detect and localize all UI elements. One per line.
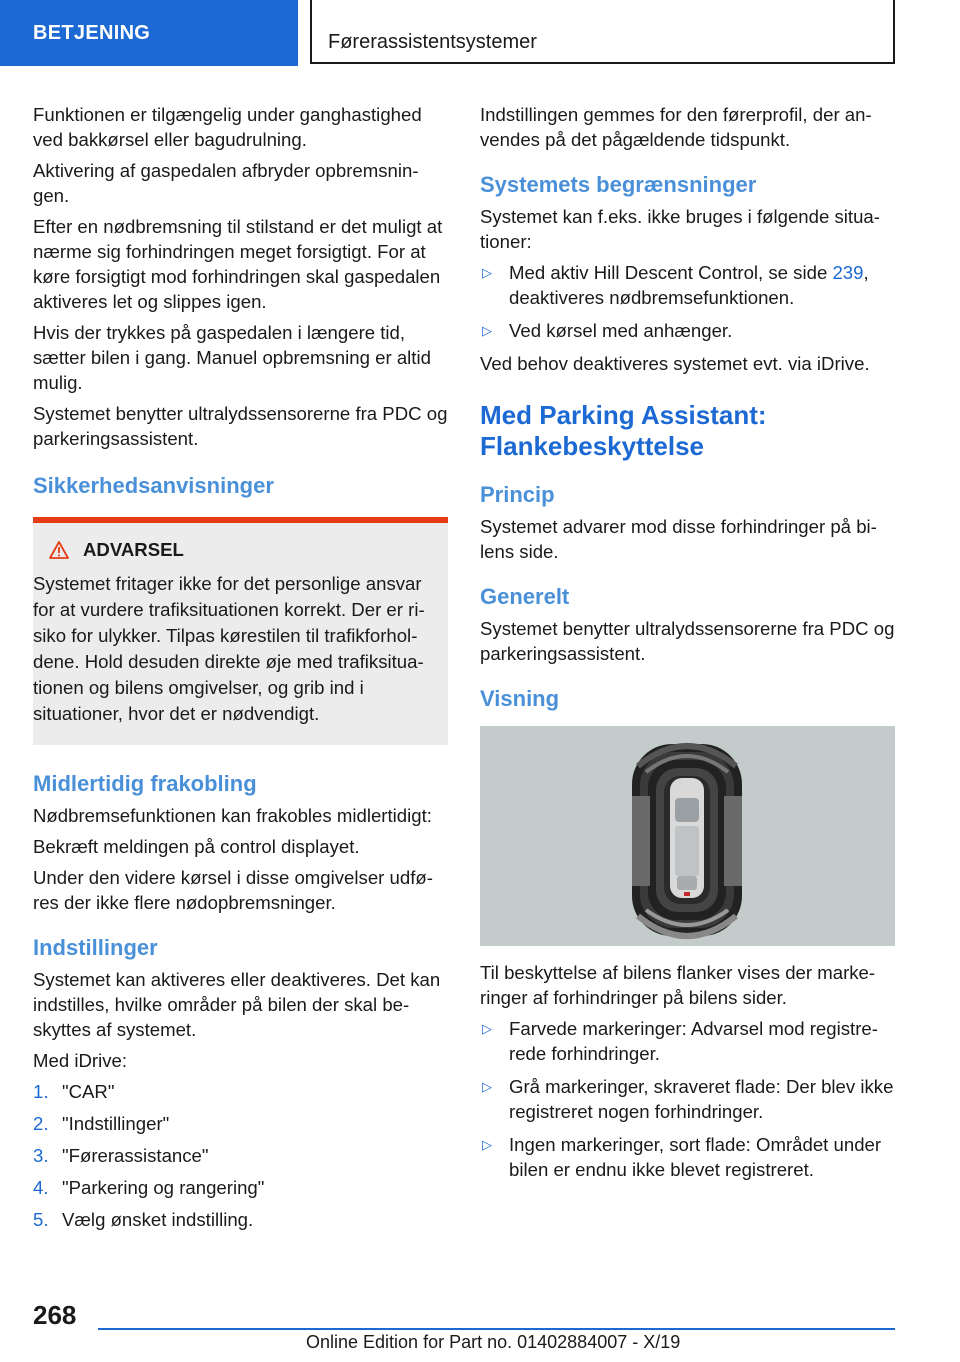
list-item xyxy=(480,1132,895,1182)
list-text: Grå markeringer, skraveret flade: Der blev ikke registreret nogen forhindringer. xyxy=(509,1076,894,1122)
heading-general: Generelt xyxy=(480,584,570,609)
warning-label: ADVARSEL xyxy=(83,539,184,560)
paragraph: Bekræft meldingen på control displayet. xyxy=(33,836,360,857)
step-text: "Førerassistance" xyxy=(62,1145,209,1166)
footer-divider xyxy=(98,1328,895,1330)
step-text: "CAR" xyxy=(62,1081,115,1102)
triangle-bullet-icon: ▷ xyxy=(482,1021,492,1036)
step-number: 1. xyxy=(33,1081,49,1102)
paragraph: Nødbremsefunktionen kan frakobles midlertidigt: xyxy=(33,805,432,826)
page-link[interactable]: 239 xyxy=(832,262,864,283)
chapter-title: Førerassistentsystemer xyxy=(328,31,537,53)
triangle-bullet-icon: ▷ xyxy=(482,1079,492,1094)
step-text: "Indstillinger" xyxy=(62,1113,170,1134)
list-text: Farvede markeringer: Advarsel mod registrerede forhindringer. xyxy=(509,1018,878,1064)
paragraph: Systemet advarer mod disse forhindringer på bilens side. xyxy=(480,516,877,562)
triangle-bullet-icon: ▷ xyxy=(482,323,492,338)
right-column xyxy=(480,102,895,1190)
paragraph: Med iDrive: xyxy=(33,1050,128,1071)
paragraph: Ved behov deaktiveres systemet evt. via iDrive. xyxy=(480,353,870,374)
heading-principle: Princip xyxy=(480,482,555,507)
paragraph: Systemet kan aktiveres eller deaktiveres. Det kan indstilles, hvilke områder på bilen der skal beskyttes af systemet. xyxy=(33,969,441,1040)
parking-display-figure xyxy=(480,726,895,946)
heading-limits: Systemets begrænsninger xyxy=(480,172,757,197)
limits-list xyxy=(480,260,895,343)
paragraph: Systemet benytter ultralydssensorerne fra PDC og parkeringsassistent. xyxy=(33,403,448,449)
list-item xyxy=(480,1016,895,1066)
edition-note: Online Edition for Part no. 01402884007 - X/19 xyxy=(306,1332,681,1352)
left-column xyxy=(33,102,448,1239)
list-text: Ved kørsel med anhænger. xyxy=(509,320,733,341)
warning-title xyxy=(33,539,448,561)
warning-box xyxy=(33,517,448,745)
step-number: 5. xyxy=(33,1209,49,1230)
list-item xyxy=(480,318,895,343)
paragraph: Systemet kan f.eks. ikke bruges i følgende situationer: xyxy=(480,206,880,252)
step-number: 4. xyxy=(33,1177,49,1198)
page-header xyxy=(0,0,960,66)
list-item xyxy=(33,1143,448,1168)
section-tab[interactable]: BETJENING xyxy=(0,0,298,66)
paragraph: Systemet benytter ultralydssensorerne fra PDC og parkeringsassistent. xyxy=(480,618,895,664)
list-item xyxy=(33,1207,448,1232)
car-top-view-illustration xyxy=(480,726,895,946)
step-list xyxy=(33,1079,448,1232)
warning-text: Systemet fritager ikke for det personlige ansvar for at vurdere trafiksituationen korrekt. Der er risiko for ulykker. Tilpas kørestilen til trafikforholdene. Hold desuden direkte øje med trafiksituationen og bilens omgivelser, og grib ind i situationer, hvor det er nødvendigt. xyxy=(33,573,425,724)
list-text: , deaktiveres nødbremsefunktionen. xyxy=(509,262,869,308)
paragraph: Efter en nødbremsning til stilstand er det muligt at nærme sig forhindringen meget forsigtigt. For at køre forsigtigt mod forhindringen skal gaspedalen aktiveres let og slippes igen. xyxy=(33,216,443,312)
list-item xyxy=(33,1175,448,1200)
list-item xyxy=(480,1074,895,1124)
heading-safety: Sikkerhedsanvisninger xyxy=(33,473,274,498)
triangle-bullet-icon: ▷ xyxy=(482,265,492,280)
step-number: 2. xyxy=(33,1113,49,1134)
step-number: 3. xyxy=(33,1145,49,1166)
warning-triangle-icon xyxy=(49,541,69,559)
list-item xyxy=(33,1111,448,1136)
heading-settings: Indstillinger xyxy=(33,935,158,960)
step-text: "Parkering og rangering" xyxy=(62,1177,265,1198)
heading-flank-protection: Med Parking Assistant: Flankebeskyttelse xyxy=(480,400,767,461)
paragraph: Under den videre kørsel i disse omgivelser udføres der ikke flere nødopbremsninger. xyxy=(33,867,433,913)
paragraph: Funktionen er tilgængelig under ganghastighed ved bakkørsel eller bagudrulning. xyxy=(33,104,422,150)
heading-temporary-disable: Midlertidig frakobling xyxy=(33,771,257,796)
list-item xyxy=(33,1079,448,1104)
step-text: Vælg ønsket indstilling. xyxy=(62,1209,254,1230)
list-text: Ingen markeringer, sort flade: Området under bilen er endnu ikke blevet registreret. xyxy=(509,1134,882,1180)
triangle-bullet-icon: ▷ xyxy=(482,1137,492,1152)
paragraph: Aktivering af gaspedalen afbryder opbremsningen. xyxy=(33,160,419,206)
page-number: 268 xyxy=(33,1300,77,1330)
heading-display: Visning xyxy=(480,686,560,711)
marking-list xyxy=(480,1016,895,1182)
list-text: Med aktiv Hill Descent Control, se side xyxy=(509,262,833,283)
paragraph: Indstillingen gemmes for den førerprofil, der anvendes på det pågældende tidspunkt. xyxy=(480,104,872,150)
paragraph: Til beskyttelse af bilens flanker vises der markeringer af forhindringer på bilens sider. xyxy=(480,962,876,1008)
chapter-tab[interactable] xyxy=(310,0,895,64)
paragraph: Hvis der trykkes på gaspedalen i længere tid, sætter bilen i gang. Manuel opbremsning er altid mulig. xyxy=(33,322,431,393)
list-item xyxy=(480,260,895,310)
